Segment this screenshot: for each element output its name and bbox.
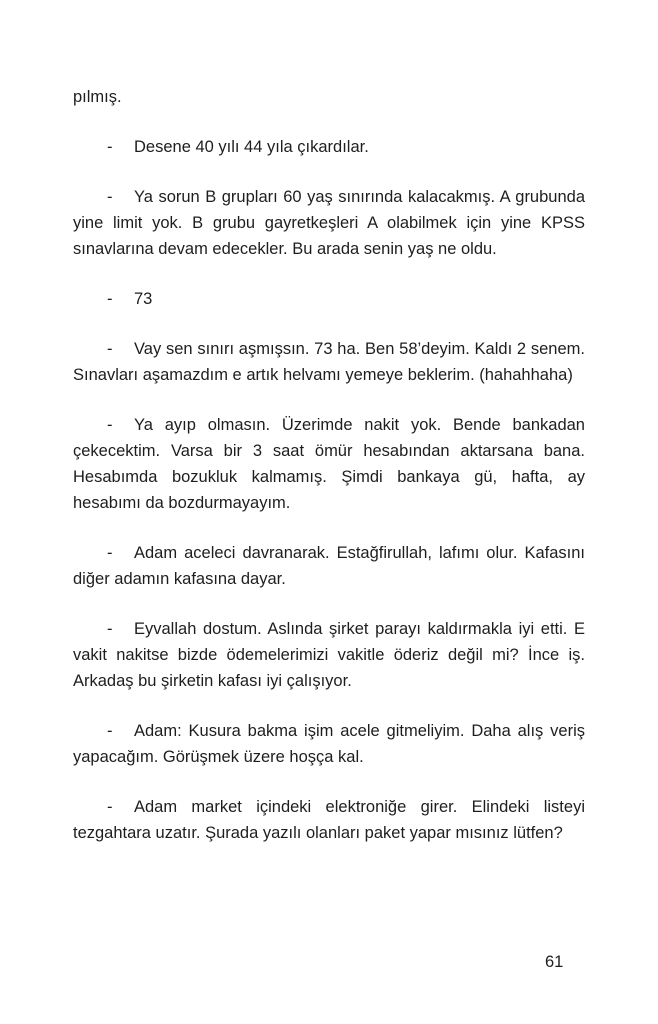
dialogue-paragraph <box>73 718 585 770</box>
dialogue-paragraph <box>73 794 585 846</box>
dialogue-dash: - <box>107 798 113 816</box>
dialogue-text: Adam aceleci davranarak. Estağfirullah, lafımı olur. Kafasını diğer adamın kafasına dayar. <box>73 544 585 588</box>
dialogue-paragraph <box>73 184 585 262</box>
dialogue-text: Eyvallah dostum. Aslında şirket parayı kaldırmakla iyi etti. E vakit nakitse bizde ödemelerimizi vakitle öderiz değil mi? İnce iş. Arkadaş bu şirketin kafası iyi çalışıyor. <box>73 620 585 690</box>
page-body <box>73 84 585 870</box>
dialogue-dash: - <box>107 290 113 308</box>
dialogue-text: Adam market içindeki elektroniğe girer. Elindeki listeyi tezgahtara uzatır. Şurada yazılı olanları paket yapar mısınız lütfen? <box>73 798 585 842</box>
dialogue-text: Ya ayıp olmasın. Üzerimde nakit yok. Bende bankadan çekecektim. Varsa bir 3 saat ömür hesabından aktarsana bana. Hesabımda bozukluk kalmamış. Şimdi bankaya gü, hafta, ay hesabımı da bozdurmayayım. <box>73 416 585 512</box>
continuation-line: pılmış. <box>73 88 122 106</box>
dialogue-text: Desene 40 yılı 44 yıla çıkardılar. <box>134 138 369 156</box>
dialogue-paragraph <box>73 616 585 694</box>
dialogue-dash: - <box>107 722 113 740</box>
page-number: 61 <box>545 953 564 971</box>
dialogue-paragraph <box>73 336 585 388</box>
dialogue-paragraph <box>73 286 585 312</box>
dialogue-text: Ya sorun B grupları 60 yaş sınırında kalacakmış. A grubunda yine limit yok. B grubu gayretkeşleri A olabilmek için yine KPSS sınavlarına devam edecekler. Bu arada senin yaş ne oldu. <box>73 188 585 258</box>
dialogue-paragraph <box>73 134 585 160</box>
dialogue-text: Vay sen sınırı aşmışsın. 73 ha. Ben 58’deyim. Kaldı 2 senem. Sınavları aşamazdım e artık helvamı yemeye beklerim. (hahahhaha) <box>73 340 585 384</box>
dialogue-paragraph <box>73 540 585 592</box>
dialogue-paragraph <box>73 412 585 516</box>
dialogue-text: 73 <box>134 290 153 308</box>
dialogue-dash: - <box>107 544 113 562</box>
dialogue-dash: - <box>107 188 113 206</box>
dialogue-dash: - <box>107 620 113 638</box>
dialogue-dash: - <box>107 416 113 434</box>
dialogue-dash: - <box>107 138 113 156</box>
dialogue-dash: - <box>107 340 113 358</box>
dialogue-text: Adam: Kusura bakma işim acele gitmeliyim. Daha alış veriş yapacağım. Görüşmek üzere hoşça kal. <box>73 722 585 766</box>
